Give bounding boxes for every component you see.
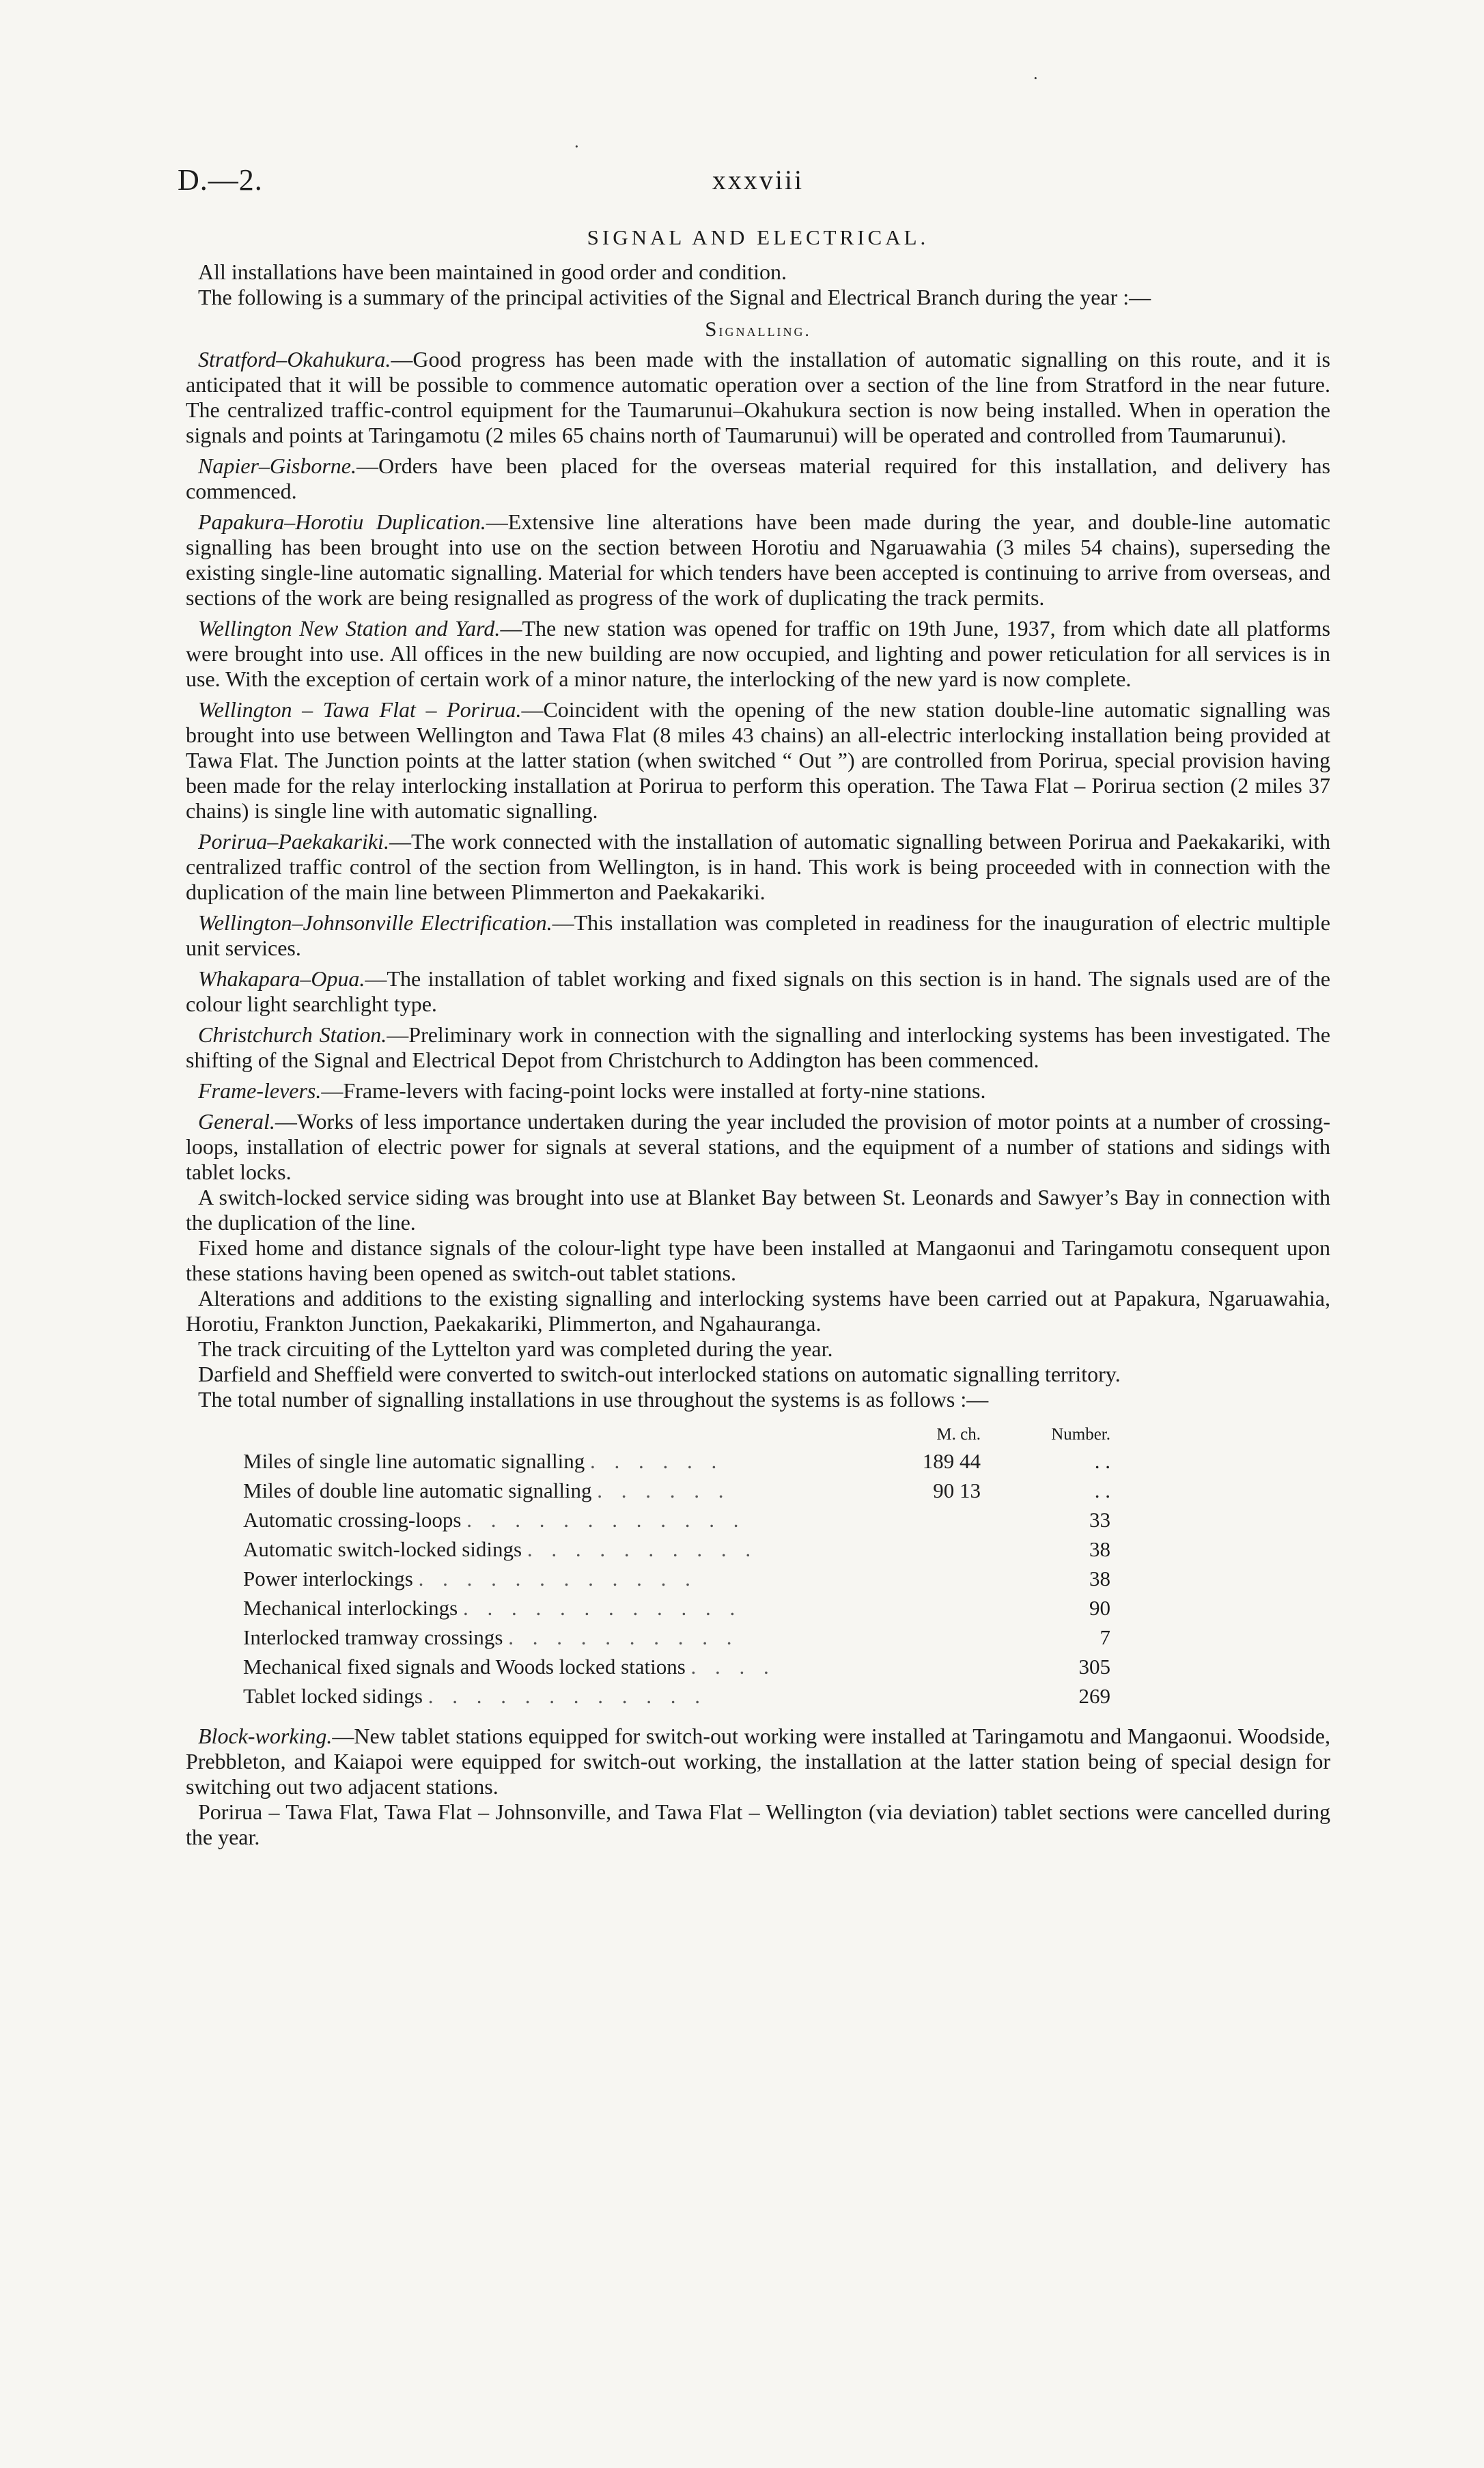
paragraph-heading: Wellington New Station and Yard.: [198, 616, 501, 641]
leader-dots: . . . . . . . . . .: [508, 1625, 739, 1649]
page-header: [178, 163, 1339, 204]
table-row: [243, 1621, 1110, 1650]
row-label: Miles of single line automatic signalling: [243, 1449, 585, 1473]
paragraph-body: —The installation of tablet working and fixed signals on this section is in hand. The signals used are of the colour light searchlight type.: [186, 966, 1330, 1016]
paragraph-heading: General.: [198, 1109, 275, 1134]
page-body: [186, 225, 1330, 1850]
table-row: [243, 1532, 1110, 1562]
paragraph: [186, 1724, 1330, 1799]
table-row: [243, 1591, 1110, 1621]
row-label: Miles of double line automatic signalling: [243, 1478, 592, 1502]
row-label: Automatic switch-locked sidings: [243, 1537, 522, 1561]
paragraph: [186, 1799, 1330, 1850]
paragraph-heading: Papakura–Horotiu Duplication.: [198, 509, 486, 534]
paragraph-body: —Orders have been placed for the overseas material required for this installation, and delivery has commenced.: [186, 453, 1330, 503]
paragraph-body: —New tablet stations equipped for switch-out working were installed at Taringamotu and Mangaonui. Woodside, Prebbleton, and Kaiapoi were equipped for switch-out working, the installation at the latter station being of special design for switching out two adjacent stations.: [186, 1724, 1330, 1799]
row-label: Tablet locked sidings: [243, 1684, 423, 1708]
paragraph-body: —Preliminary work in connection with the signalling and interlocking systems has been investigated. The shifting of the Signal and Electrical Depot from Christchurch to Addington has been commenced.: [186, 1022, 1331, 1072]
paragraph-body: —The work connected with the installation of automatic signalling between Porirua and Paekakariki, with centralized traffic control of the section from Wellington, is in hand. This work is being proceeded with in connection with the duplication of the main line between Plimmerton and Paekakariki.: [186, 829, 1330, 904]
paragraph-heading: Block-working.: [198, 1724, 333, 1748]
row-mch: [851, 1532, 981, 1562]
leader-dots: . . . .: [690, 1655, 776, 1679]
paragraph-body: Darfield and Sheffield were converted to switch-out interlocked stations on automatic signalling territory.: [198, 1362, 1121, 1386]
paragraph-heading: Porirua–Paekakariki.: [198, 829, 389, 854]
paragraph: [186, 1078, 1330, 1104]
paragraph-body: The total number of signalling installations in use throughout the systems is as follows :—: [198, 1387, 989, 1412]
row-number: 90: [1089, 1596, 1110, 1620]
leader-dots: . . . . . . . . . . . .: [418, 1567, 697, 1590]
paragraph: [186, 1286, 1330, 1336]
paragraph-heading: Christchurch Station.: [198, 1022, 387, 1047]
print-speck: ·: [574, 137, 580, 156]
table-row: [243, 1679, 1110, 1709]
paragraph: [186, 910, 1330, 961]
paragraph: [186, 966, 1330, 1017]
table-row: [243, 1444, 1110, 1474]
row-mch: [851, 1562, 981, 1591]
subheading-signalling: Signalling.: [705, 317, 811, 341]
paragraph-body: —Extensive line alterations have been made during the year, and double-line automatic signalling has been brought into use on the section between Horotiu and Ngaruawahia (3 miles 54 chains), superseding the existing single-line automatic signalling. Material for which tenders have been accepted is continuing to arrive from overseas, and sections of the work are being resignalled as progress of the work of duplicating the track permits.: [186, 509, 1331, 610]
row-mch: [851, 1621, 981, 1650]
paragraph: [186, 1387, 1330, 1412]
paragraph: [186, 697, 1330, 824]
page-identifier: D.—2.: [178, 163, 263, 197]
row-label: Interlocked tramway crossings: [243, 1625, 503, 1649]
row-mch: 90 13: [933, 1478, 981, 1502]
paragraph-body: —Frame-levers with facing-point locks were installed at forty-nine stations.: [321, 1078, 986, 1103]
paragraph-body: —Works of less importance undertaken during the year included the provision of motor points at a number of crossing-loops, installation of electric power for signals at several stations, and the equipment of a number of stations and sidings with tablet locks.: [186, 1109, 1330, 1184]
row-label: Mechanical fixed signals and Woods locked stations: [243, 1655, 686, 1679]
paragraph-heading: Whakapara–Opua.: [198, 966, 365, 991]
paragraph-body: The track circuiting of the Lyttelton yard was completed during the year.: [198, 1336, 833, 1361]
row-label: Mechanical interlockings: [243, 1596, 458, 1620]
intro-paragraph: All installations have been maintained in good order and condition.: [198, 260, 787, 284]
leader-dots: . . . . . . . . . . . .: [428, 1684, 708, 1708]
leader-dots: . . . . . . . . . .: [527, 1537, 758, 1561]
row-number: . .: [1094, 1478, 1110, 1502]
row-mch: [851, 1503, 981, 1532]
paragraph: [186, 1362, 1330, 1387]
paragraph-heading: Wellington–Johnsonville Electrification.: [198, 910, 552, 935]
row-number: 38: [1089, 1537, 1110, 1561]
table-row: [243, 1562, 1110, 1591]
row-label: Automatic crossing-loops: [243, 1508, 462, 1532]
print-speck: ·: [1033, 68, 1039, 88]
paragraph-heading: Wellington – Tawa Flat – Porirua.: [198, 697, 522, 722]
paragraph: [186, 453, 1330, 504]
paragraph-body: Fixed home and distance signals of the colour-light type have been installed at Mangaonui and Taringamotu consequent upon these stations having been opened as switch-out tablet stations.: [186, 1235, 1330, 1285]
paragraph: [186, 829, 1330, 905]
intro-paragraph: The following is a summary of the principal activities of the Signal and Electrical Branch during the year :—: [198, 285, 1151, 309]
paragraph-heading: Frame-levers.: [198, 1078, 322, 1103]
row-number: 269: [1078, 1684, 1110, 1708]
leader-dots: . . . . . .: [597, 1478, 731, 1502]
table-header-row: [243, 1415, 1110, 1444]
paragraph: [186, 1022, 1330, 1073]
table-row: [243, 1503, 1110, 1532]
leader-dots: . . . . . .: [589, 1449, 724, 1473]
paragraph-heading: Napier–Gisborne.: [198, 453, 356, 478]
section-title: SIGNAL AND ELECTRICAL.: [587, 225, 929, 249]
paragraph-body: Alterations and additions to the existing signalling and interlocking systems have been carried out at Papakura, Ngaruawahia, Horotiu, Frankton Junction, Paekakariki, Plimmerton, and Ngahauranga.: [186, 1286, 1330, 1336]
paragraph: [186, 509, 1330, 611]
column-header-mch: M. ch.: [936, 1425, 981, 1444]
row-label: Power interlockings: [243, 1567, 413, 1590]
row-number: 305: [1078, 1655, 1110, 1679]
table-row: [243, 1650, 1110, 1679]
table-row: [243, 1474, 1110, 1503]
paragraph-body: Porirua – Tawa Flat, Tawa Flat – Johnsonville, and Tawa Flat – Wellington (via deviation) tablet sections were cancelled during the year.: [186, 1799, 1330, 1849]
paragraph-body: —This installation was completed in readiness for the inauguration of electric multiple unit services.: [186, 910, 1331, 960]
row-number: . .: [1094, 1449, 1110, 1473]
paragraph-body: —The new station was opened for traffic on 19th June, 1937, from which date all platforms were brought into use. All offices in the new building are now occupied, and lighting and power reticulation for all services is in use. With the exception of certain work of a minor nature, the interlocking of the new yard is now complete.: [186, 616, 1331, 691]
row-mch: 189 44: [922, 1449, 981, 1473]
paragraph-body: —Coincident with the opening of the new station double-line automatic signalling was brought into use between Wellington and Tawa Flat (8 miles 43 chains) an all-electric interlocking installation being provided at Tawa Flat. The Junction points at the latter station (when switched “ Out ”) are controlled from Porirua, special provision having been made for the relay interlocking installation at Porirua to perform this operation. The Tawa Flat – Porirua section (2 miles 37 chains) is single line with automatic signalling.: [186, 697, 1331, 823]
paragraph: [186, 347, 1330, 448]
row-number: 33: [1089, 1508, 1110, 1532]
row-mch: [851, 1591, 981, 1621]
paragraph: [186, 1109, 1330, 1185]
row-mch: [851, 1650, 981, 1679]
paragraph-body: A switch-locked service siding was brought into use at Blanket Bay between St. Leonards and Sawyer’s Bay in connection with the duplication of the line.: [186, 1185, 1330, 1235]
paragraph: [186, 1185, 1330, 1235]
row-number: 7: [1100, 1625, 1110, 1649]
paragraph: [186, 1235, 1330, 1286]
paragraph-heading: Stratford–Okahukura.: [198, 347, 391, 371]
row-mch: [851, 1679, 981, 1709]
page-number: xxxviii: [712, 165, 804, 195]
row-number: 38: [1089, 1567, 1110, 1590]
paragraph-body: —Good progress has been made with the installation of automatic signalling on this route, and it is anticipated that it will be possible to commence automatic operation over a section of the line from Stratford in the near future. The centralized traffic-control equipment for the Taumarunui–Okahukura section is now being installed. When in operation the signals and points at Taringamotu (2 miles 65 chains north of Taumarunui) will be operated and controlled from Taumarunui).: [186, 347, 1330, 447]
column-header-number: Number.: [1051, 1425, 1110, 1444]
installations-summary-table: [243, 1415, 1110, 1709]
leader-dots: . . . . . . . . . . . .: [466, 1508, 746, 1532]
paragraph: [186, 1336, 1330, 1362]
paragraph: [186, 616, 1330, 692]
leader-dots: . . . . . . . . . . . .: [462, 1596, 742, 1620]
